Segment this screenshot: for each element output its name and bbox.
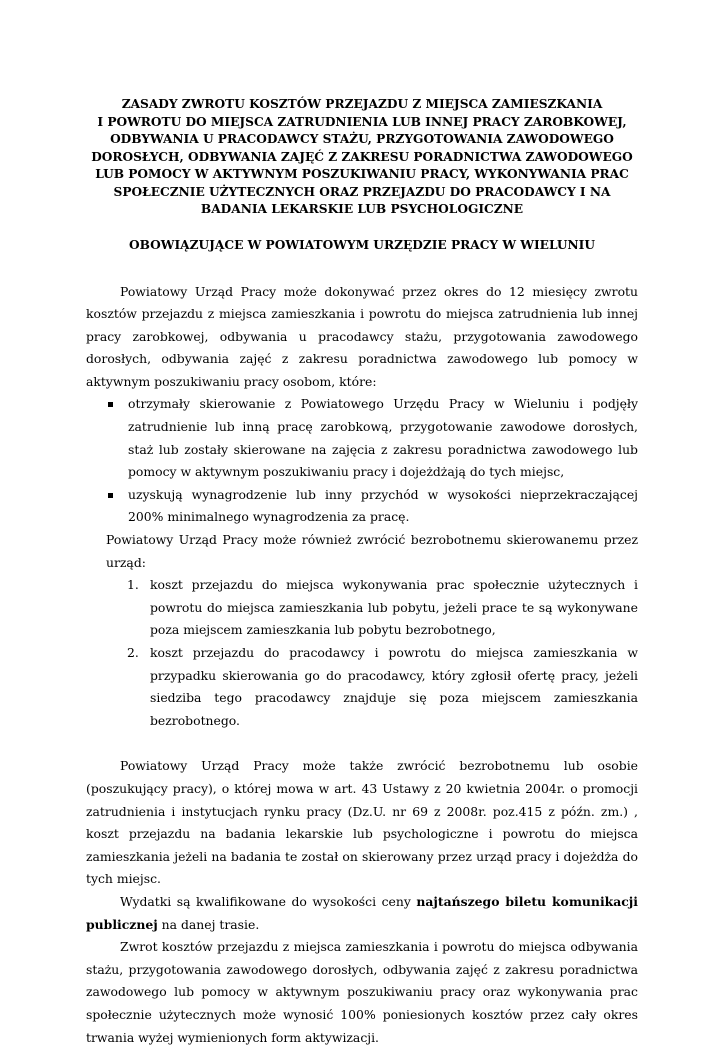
numbered-list — [86, 574, 638, 732]
list-number: 2. — [127, 645, 139, 660]
list-number: 1. — [127, 577, 139, 593]
list-item-text: otrzymały skierowanie z Powiatowego Urzędu Pracy w Wieluniu i podjęły zatrudnienie lub inną pracę zarobkową, przygotowanie zawodowe dorosłych, staż lub zostały skierowane na zajęcia z zakresu poradnictwa zawodowego lub pomocy w aktywnym poszukiwaniu pracy i dojeżdżają do tych miejsc, — [128, 396, 638, 480]
expenses-paragraph — [86, 891, 638, 936]
also-intro-paragraph: Powiatowy Urząd Pracy może również zwrócić bezrobotnemu skierowanemu przez urząd: — [106, 532, 638, 570]
title-line: I POWROTU DO MIEJSCA ZATRUDNIENIA LUB INNEJ PRACY ZAROBKOWEJ, — [97, 114, 627, 129]
spacer — [86, 732, 638, 755]
title-line: ZASADY ZWROTU KOSZTÓW PRZEJAZDU Z MIEJSCA ZAMIESZKANIA — [121, 97, 603, 111]
document-title — [84, 96, 640, 219]
square-bullet-icon — [108, 493, 113, 498]
title-line: BADANIA LEKARSKIE LUB PSYCHOLOGICZNE — [200, 202, 524, 216]
title-line: SPOŁECZNIE UŻYTECZNYCH ORAZ PRZEJAZDU DO PRACODAWCY I NA — [113, 184, 611, 199]
document-subtitle: OBOWIĄZUJĄCE W POWIATOWYM URZĘDZIE PRACY W WIELUNIU — [129, 237, 595, 252]
list-item-text: uzyskują wynagrodzenie lub inny przychód w wysokości nieprzekraczającej 200% minimalnego wynagrodzenia za pracę. — [128, 486, 638, 525]
expenses-bold-text: najtańszego biletu komunikacji publicznej — [86, 893, 638, 932]
title-line: ODBYWANIA U PRACODAWCY STAŻU, PRZYGOTOWANIA ZAWODOWEGO — [110, 132, 614, 146]
expenses-text-end: na danej trasie. — [157, 916, 260, 932]
list-item — [127, 574, 638, 642]
list-item — [128, 393, 638, 483]
list-item-text: koszt przejazdu do miejsca wykonywania prac społecznie użytecznych i powrotu do miejsca zamieszkania lub pobytu, jeżeli prace te są wykonywane poza miejscem zamieszkania lub pobytu bezrobotnego, — [150, 577, 638, 638]
square-bullet-icon — [108, 402, 113, 407]
list-item — [127, 642, 638, 732]
eligibility-list — [86, 393, 638, 529]
medical-paragraph: Powiatowy Urząd Pracy może także zwrócić bezrobotnemu lub osobie (poszukujący pracy), o której mowa w art. 43 Ustawy z 20 kwietnia 2004r. o promocji zatrudnienia i instytucjach rynku pracy (Dz.U. nr 69 z 2008r. poz.415 z późn. zm.) , koszt przejazdu na badania lekarskie lub psychologiczne i powrotu do miejsca zamieszkania jeżeli na badania te został on skierowany przez urząd pracy i dojeżdża do tych miejsc. — [86, 758, 638, 887]
expenses-text: Wydatki są kwalifikowane do wysokości ceny — [120, 893, 417, 909]
intro-paragraph: Powiatowy Urząd Pracy może dokonywać przez okres do 12 miesięcy zwrotu kosztów przejazdu z miejsca zamieszkania i powrotu do miejsca zatrudnienia lub innej pracy zarobkowej, odbywania u pracodawcy stażu, przygotowania zawodowego dorosłych, odbywania zajęć z zakresu poradnictwa zawodowego lub pomocy w aktywnym poszukiwaniu pracy osobom, które: — [86, 283, 638, 389]
refund-paragraph: Zwrot kosztów przejazdu z miejsca zamieszkania i powrotu do miejsca odbywania stażu, przygotowania zawodowego dorosłych, odbywania zajęć z zakresu poradnictwa zawodowego lub pomocy w aktywnym poszukiwaniu pracy oraz wykonywania prac społecznie użytecznych może wynosić 100% poniesionych kosztów przez cały okres trwania wyżej wymienionych form aktywizacji. — [86, 939, 638, 1045]
list-item — [128, 484, 638, 529]
title-line: LUB POMOCY W AKTYWNYM POSZUKIWANIU PRACY, WYKONYWANIA PRAC — [95, 167, 629, 181]
title-line: DOROSŁYCH, ODBYWANIA ZAJĘĆ Z ZAKRESU PORADNICTWA ZAWODOWEGO — [91, 149, 633, 164]
list-item-text: koszt przejazdu do pracodawcy i powrotu do miejsca zamieszkania w przypadku skierowania go do pracodawcy, który zgłosił ofertę pracy, jeżeli siedziba tego pracodawcy znajduje się poza miejscem zamieszkania bezrobotnego. — [150, 645, 638, 728]
